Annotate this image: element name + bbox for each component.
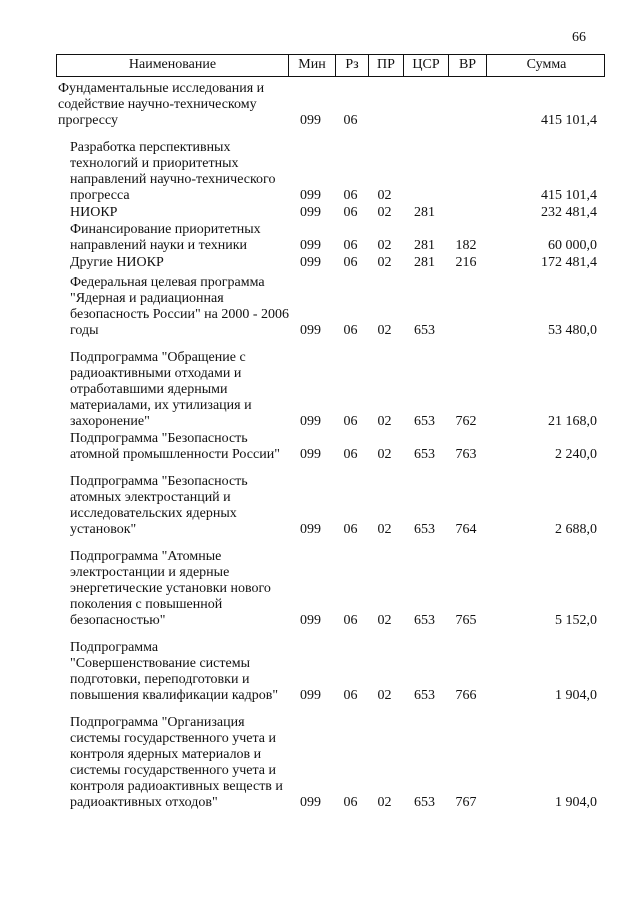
row-name-line: Разработка перспективных	[70, 140, 231, 155]
row-pr: 02	[377, 522, 392, 537]
row-csr: 653	[414, 323, 435, 338]
row-min: 099	[300, 414, 321, 429]
header-min: Мин	[288, 55, 335, 76]
row-csr: 653	[414, 688, 435, 703]
row-rz: 06	[343, 795, 358, 810]
row-pr: 02	[377, 238, 392, 253]
table-row	[56, 205, 605, 221]
row-name-line: энергетические установки нового	[70, 581, 271, 596]
header-pr: ПР	[368, 55, 403, 76]
row-csr: 281	[414, 205, 435, 220]
row-name	[56, 222, 287, 254]
row-rz: 06	[343, 113, 358, 128]
header-csr: ЦСР	[403, 55, 448, 76]
table-row	[56, 431, 605, 463]
row-name-line: НИОКР	[70, 205, 118, 220]
row-name-line: захоронение"	[70, 414, 150, 429]
row-name-line: Подпрограмма	[70, 640, 159, 655]
row-rz: 06	[343, 238, 358, 253]
row-rz: 06	[343, 255, 358, 270]
row-rz: 06	[343, 613, 358, 628]
row-name-line: отработавшими ядерными	[70, 382, 228, 397]
row-name-line: Федеральная целевая программа	[70, 275, 265, 290]
row-name-line: радиоактивных отходов"	[70, 795, 218, 810]
row-sum: 5 152,0	[555, 613, 597, 628]
header-rz: Рз	[335, 55, 368, 76]
row-name-line: Подпрограмма "Безопасность	[70, 431, 248, 446]
row-min: 099	[300, 522, 321, 537]
row-min: 099	[300, 238, 321, 253]
row-name-line: Подпрограмма "Атомные	[70, 549, 222, 564]
row-name	[56, 549, 287, 629]
row-pr: 02	[377, 205, 392, 220]
row-name	[56, 81, 287, 129]
row-min: 099	[300, 795, 321, 810]
row-pr: 02	[377, 613, 392, 628]
row-name-line: электростанции и ядерные	[70, 565, 230, 580]
row-sum: 415 101,4	[541, 113, 597, 128]
row-name-line: Подпрограмма "Обращение с	[70, 350, 246, 365]
row-name-line: поколения с повышенной	[70, 597, 223, 612]
row-name-line: системы государственного учета и	[70, 731, 276, 746]
row-name-line: повышения квалификации кадров"	[70, 688, 279, 703]
table-header	[56, 54, 605, 77]
row-name-line: прогрессу	[58, 113, 119, 128]
table-row	[56, 255, 605, 271]
row-name	[56, 715, 287, 811]
table-row	[56, 474, 605, 538]
row-vr: 764	[455, 522, 477, 537]
row-name	[56, 350, 287, 430]
header-sum: Сумма	[486, 55, 606, 76]
row-name	[56, 275, 290, 339]
row-name-line: радиоактивными отходами и	[70, 366, 242, 381]
row-csr: 281	[414, 255, 435, 270]
row-rz: 06	[343, 414, 358, 429]
row-vr: 763	[455, 447, 477, 462]
row-rz: 06	[343, 188, 358, 203]
row-name-line: содействие научно-техническому	[58, 97, 257, 112]
row-name-line: "Совершенствование системы	[70, 656, 250, 671]
row-pr: 02	[377, 188, 392, 203]
table-row	[56, 549, 605, 629]
header-vr: ВР	[448, 55, 486, 76]
row-sum: 53 480,0	[548, 323, 597, 338]
row-pr: 02	[377, 414, 392, 429]
table-row	[56, 140, 605, 204]
table-row	[56, 275, 605, 339]
row-csr: 653	[414, 447, 435, 462]
row-name-line: направлений научно-технического	[70, 172, 276, 187]
row-rz: 06	[343, 447, 358, 462]
row-vr: 762	[455, 414, 477, 429]
row-name-line: системы государственного учета и	[70, 763, 276, 778]
row-name-line: годы	[70, 323, 99, 338]
row-name-line: Фундаментальные исследования и	[58, 81, 265, 96]
row-name-line: "Ядерная и радиационная	[70, 291, 224, 306]
row-name-line: контроля радиоактивных веществ и	[70, 779, 283, 794]
row-pr: 02	[377, 323, 392, 338]
row-name-line: прогресса	[70, 188, 130, 203]
row-name	[56, 474, 287, 538]
row-sum: 60 000,0	[548, 238, 597, 253]
row-name-line: Подпрограмма "Организация	[70, 715, 245, 730]
row-min: 099	[300, 205, 321, 220]
row-name	[56, 640, 287, 704]
table-body	[56, 81, 605, 811]
row-name-line: Другие НИОКР	[70, 255, 164, 270]
row-name-line: безопасностью"	[70, 613, 166, 628]
row-pr: 02	[377, 688, 392, 703]
row-csr: 281	[414, 238, 435, 253]
row-name-line: Финансирование приоритетных	[70, 222, 261, 237]
row-sum: 21 168,0	[548, 414, 597, 429]
row-csr: 653	[414, 414, 435, 429]
row-min: 099	[300, 323, 321, 338]
table-row	[56, 715, 605, 811]
row-pr: 02	[377, 447, 392, 462]
row-sum: 415 101,4	[541, 188, 597, 203]
row-name	[56, 431, 287, 463]
row-vr: 216	[455, 255, 477, 270]
row-name-line: безопасность России" на 2000 - 2006	[70, 307, 290, 322]
row-name-line: контроля ядерных материалов и	[70, 747, 262, 762]
row-sum: 172 481,4	[541, 255, 597, 270]
row-min: 099	[300, 188, 321, 203]
row-name-line: направлений науки и техники	[70, 238, 248, 253]
row-name-line: исследовательских ядерных	[70, 506, 237, 521]
row-pr: 02	[377, 795, 392, 810]
row-sum: 2 688,0	[555, 522, 597, 537]
row-sum: 2 240,0	[555, 447, 597, 462]
row-min: 099	[300, 613, 321, 628]
row-csr: 653	[414, 795, 435, 810]
row-vr: 765	[455, 613, 477, 628]
row-rz: 06	[343, 205, 358, 220]
row-pr: 02	[377, 255, 392, 270]
row-rz: 06	[343, 522, 358, 537]
row-rz: 06	[343, 323, 358, 338]
table-row	[56, 350, 605, 430]
row-name-line: технологий и приоритетных	[70, 156, 239, 171]
row-name-line: атомной промышленности России"	[70, 447, 280, 462]
row-sum: 1 904,0	[555, 688, 597, 703]
table-row	[56, 81, 605, 129]
header-name: Наименование	[128, 57, 217, 72]
row-name	[56, 255, 287, 271]
row-vr: 766	[455, 688, 477, 703]
row-vr: 182	[455, 238, 477, 253]
row-vr: 767	[455, 795, 477, 810]
row-name	[56, 140, 287, 204]
row-name-line: атомных электростанций и	[70, 490, 231, 505]
row-min: 099	[300, 688, 321, 703]
row-min: 099	[300, 447, 321, 462]
row-name-line: Подпрограмма "Безопасность	[70, 474, 248, 489]
row-sum: 1 904,0	[555, 795, 597, 810]
row-min: 099	[300, 113, 321, 128]
row-sum: 232 481,4	[541, 205, 597, 220]
row-name-line: материалами, их утилизация и	[70, 398, 252, 413]
budget-table	[56, 54, 605, 822]
row-min: 099	[300, 255, 321, 270]
row-name-line: подготовки, переподготовки и	[70, 672, 250, 687]
row-csr: 653	[414, 522, 435, 537]
row-rz: 06	[343, 688, 358, 703]
table-row	[56, 222, 605, 254]
row-csr: 653	[414, 613, 435, 628]
row-name	[56, 205, 287, 221]
page-number: 66	[572, 30, 586, 45]
row-name-line: установок"	[70, 522, 137, 537]
table-row	[56, 640, 605, 704]
